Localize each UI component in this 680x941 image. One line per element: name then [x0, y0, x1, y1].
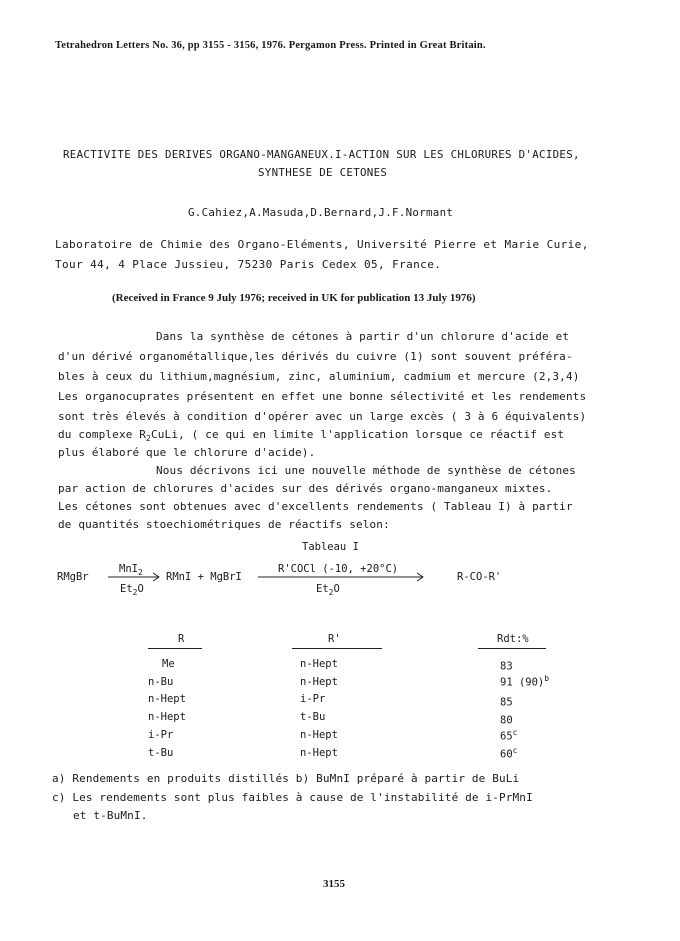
yield-footnote-mark: c	[512, 746, 518, 755]
title-line-1: REACTIVITE DES DERIVES ORGANO-MANGANEUX.I-ACTION SUR LES CHLORURES D'ACIDES,	[63, 148, 580, 161]
solvent-text: O	[333, 583, 340, 595]
title-line-2: SYNTHESE DE CETONES	[258, 166, 388, 179]
arrow-2-reagent: R'COCl (-10, +20°C)	[278, 563, 399, 575]
yield-footnote-mark: b	[544, 674, 550, 683]
header-rule	[478, 648, 546, 649]
cell-yield	[500, 694, 513, 709]
intermediate: RMnI + MgBrI	[166, 571, 242, 583]
yield-value: 65	[500, 730, 513, 743]
text-segment: du complexe R	[58, 428, 147, 441]
running-head: Tetrahedron Letters No. 36, pp 3155 - 3156, 1976. Pergamon Press. Printed in Great Britain.	[55, 40, 486, 51]
text-line: d'un dérivé organométallique,les dérivés du cuivre (1) sont souvent préféra-	[58, 350, 573, 363]
text-line: Les cétones sont obtenues avec d'excellents rendements ( Tableau I) à partir	[58, 500, 573, 513]
cell-r-prime: n-Hept	[300, 676, 338, 688]
affiliation-line-2: Tour 44, 4 Place Jussieu, 75230 Paris Cedex 05, France.	[55, 258, 442, 271]
yield-value: 91 (90)	[500, 676, 545, 689]
cell-yield	[500, 712, 513, 727]
text-line: Dans la synthèse de cétones à partir d'un chlorure d'acide et	[156, 330, 570, 343]
reactant: RMgBr	[57, 571, 89, 583]
table-caption: Tableau I	[302, 541, 359, 553]
cell-r: t-Bu	[148, 747, 174, 759]
column-header-yield: Rdt:%	[497, 633, 529, 645]
cell-r: Me	[162, 658, 175, 670]
text-line: plus élaboré que le chlorure d'acide).	[58, 446, 316, 459]
cell-yield	[500, 746, 517, 761]
footnote-c-continued: et t-BuMnI.	[73, 809, 148, 822]
text-line	[58, 428, 564, 443]
cell-r: n-Hept	[148, 711, 186, 723]
affiliation-line-1: Laboratoire de Chimie des Organo-Eléments, Université Pierre et Marie Curie,	[55, 238, 589, 251]
cell-r: i-Pr	[148, 729, 174, 741]
cell-yield	[500, 658, 513, 673]
product: R-CO-R'	[457, 571, 502, 583]
received-line: (Received in France 9 July 1976; received in UK for publication 13 July 1976)	[112, 292, 476, 304]
subscript: 2	[132, 588, 138, 598]
solvent-text: Et	[316, 583, 329, 595]
text-line: de quantités stoechiométriques de réactifs selon:	[58, 518, 390, 531]
subscript: 2	[328, 588, 334, 598]
arrow-2-solvent	[316, 583, 340, 597]
cell-yield	[500, 674, 549, 689]
yield-footnote-mark: c	[512, 728, 518, 737]
arrow-1-solvent	[120, 583, 144, 597]
cell-yield	[500, 728, 517, 743]
text-line: sont très élevés à condition d'opérer avec un large excès ( 3 à 6 équivalents)	[58, 410, 587, 423]
subscript: 2	[146, 434, 152, 444]
text-line: par action de chlorures d'acides sur des dérivés organo-manganeux mixtes.	[58, 482, 553, 495]
cell-r-prime: n-Hept	[300, 747, 338, 759]
text-line: Les organocuprates présentent en effet une bonne sélectivité et les rendements	[58, 390, 587, 403]
solvent-text: O	[137, 583, 144, 595]
cell-r-prime: i-Pr	[300, 693, 326, 705]
yield-value: 83	[500, 660, 513, 673]
footnote-c: c) Les rendements sont plus faibles à cause de l'instabilité de i-PrMnI	[52, 791, 533, 804]
cell-r-prime: t-Bu	[300, 711, 326, 723]
yield-value: 80	[500, 714, 513, 727]
reagent-text: MnI	[119, 563, 138, 575]
yield-value: 85	[500, 696, 513, 709]
column-header-r: R	[178, 633, 185, 645]
cell-r: n-Bu	[148, 676, 174, 688]
text-segment: CuLi, ( ce qui en limite l'application lorsque ce réactif est	[151, 428, 565, 441]
yield-value: 60	[500, 748, 513, 761]
arrow-2-icon	[258, 572, 428, 582]
solvent-text: Et	[120, 583, 133, 595]
header-rule	[292, 648, 382, 649]
authors: G.Cahiez,A.Masuda,D.Bernard,J.F.Normant	[188, 206, 454, 219]
cell-r: n-Hept	[148, 693, 186, 705]
subscript: 2	[137, 568, 143, 578]
cell-r-prime: n-Hept	[300, 729, 338, 741]
arrow-1-icon	[108, 572, 164, 582]
footnote-a-b: a) Rendements en produits distillés b) BuMnI préparé à partir de BuLi	[52, 772, 520, 785]
text-line: bles à ceux du lithium,magnésium, zinc, aluminium, cadmium et mercure (2,3,4)	[58, 370, 580, 383]
text-line: Nous décrivons ici une nouvelle méthode de synthèse de cétones	[156, 464, 576, 477]
column-header-r-prime: R'	[328, 633, 341, 645]
cell-r-prime: n-Hept	[300, 658, 338, 670]
page-number: 3155	[323, 878, 345, 890]
header-rule	[148, 648, 202, 649]
